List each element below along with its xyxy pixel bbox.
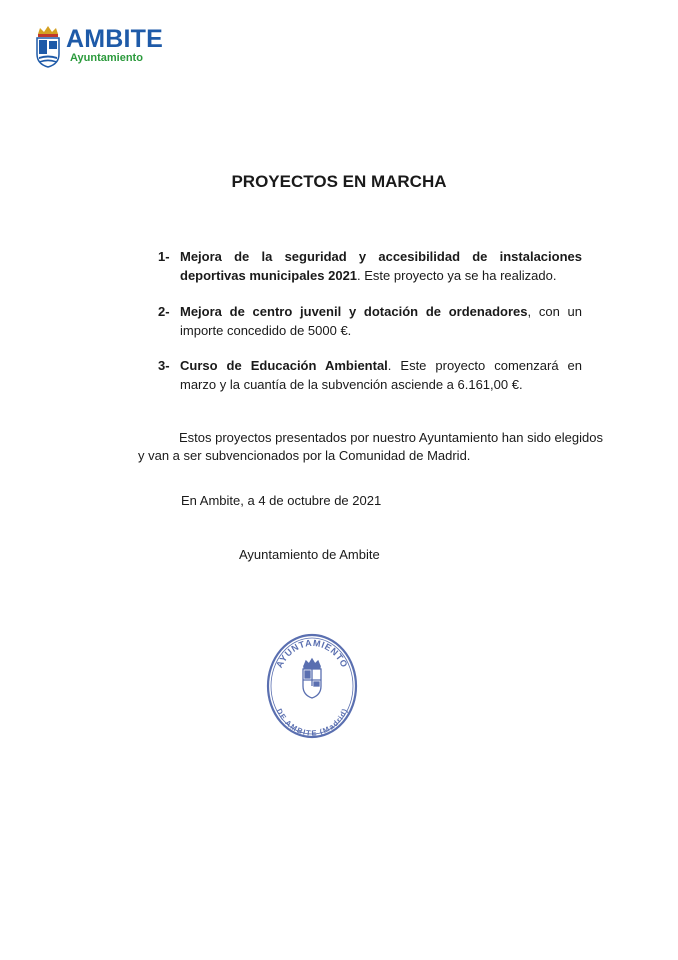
project-item-2 [158, 303, 582, 340]
date-line: En Ambite, a 4 de octubre de 2021 [181, 493, 382, 508]
paragraph-line-2: y van a ser subvencionados por la Comunidad de Madrid. [138, 448, 471, 463]
item-heading: Mejora de centro juvenil y dotación de ordenadores [180, 304, 528, 319]
item-heading: Mejora de la seguridad y accesibilidad de instalaciones deportivas municipales 2021 [180, 249, 582, 283]
logo-subtitle: Ayuntamiento [70, 52, 143, 64]
stamp-bottom-text: DE AMBITE (Madrid) [274, 707, 350, 738]
coat-of-arms-icon [34, 24, 62, 68]
paragraph-line-1: Estos proyectos presentados por nuestro Ayuntamiento han sido elegidos [179, 430, 603, 445]
item-number: 1- [158, 249, 170, 264]
stamp-shield-icon [303, 659, 321, 698]
stamp-top-text: AYUNTAMIENTO [274, 637, 350, 670]
svg-text:DE AMBITE (Madrid) [275, 707, 350, 738]
document-title: PROYECTOS EN MARCHA [231, 172, 447, 191]
item-number: 3- [158, 358, 170, 373]
item-text: . Este proyecto ya se ha realizado. [357, 267, 557, 283]
municipal-logo [34, 24, 164, 70]
municipal-stamp [264, 628, 360, 740]
item-text: , con un importe concedido de 5000 €. [180, 304, 582, 338]
logo-name: AMBITE [66, 25, 164, 53]
item-number: 2- [158, 304, 170, 319]
project-item-1 [158, 248, 582, 285]
project-item-3 [158, 357, 582, 394]
signature: Ayuntamiento de Ambite [239, 547, 380, 562]
item-text: . Este proyecto comenzará en marzo y la cuantía de la subvención asciende a 6.161,00 €. [180, 358, 582, 392]
item-heading: Curso de Educación Ambiental [180, 358, 388, 373]
